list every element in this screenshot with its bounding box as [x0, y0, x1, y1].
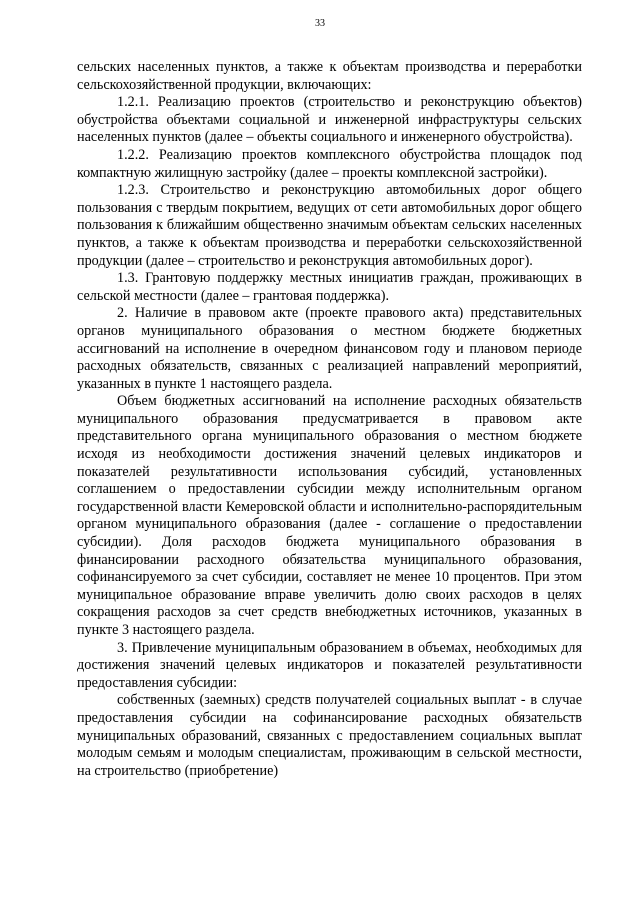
paragraph-own-funds: собственных (заемных) средств получателей социальных выплат - в случае предоставления субсидии на софинансирование расходных обязательств муниципальных образований, связанных с предоставлением социальных выплат молодым семьям и молодым специалистам, проживающим в сельской местности, на строительство (приобретение) — [77, 692, 582, 779]
paragraph-1-2-1: 1.2.1. Реализацию проектов (строительство и реконструкцию объектов) обустройства объектами социальной и инженерной инфраструктуры сельских населенных пунктов (далее – объекты социального и инженерного обустройства). — [77, 94, 582, 146]
paragraph-1-2-3: 1.2.3. Строительство и реконструкцию автомобильных дорог общего пользования с твердым покрытием, ведущих от сети автомобильных дорог общего пользования к ближайшим общественно значимым объектам сельских населенных пунктов, а также к объектам производства и переработки сельскохозяйственной продукции (далее – строительство и реконструкция автомобильных дорог). — [77, 182, 582, 269]
body-text — [77, 59, 582, 780]
paragraph-continuation: сельских населенных пунктов, а также к объектам производства и переработки сельскохозяйственной продукции, включающих: — [77, 59, 582, 93]
page-number: 33 — [315, 18, 325, 29]
paragraph-1-3: 1.3. Грантовую поддержку местных инициатив граждан, проживающих в сельской местности (далее – грантовая поддержка). — [77, 270, 582, 304]
paragraph-budget-volume: Объем бюджетных ассигнований на исполнение расходных обязательств муниципального образования предусматривается в правовом акте представительного органа муниципального образования о местном бюджете исходя из необходимости достижения значений целевых индикаторов и показателей результативности использования субсидий, установленных соглашением о предоставлении субсидии между исполнительным органом государственной власти Кемеровской области и исполнительно-распорядительным органом муниципального образования (далее - соглашение о предоставлении субсидии). Доля расходов бюджета муниципального образования в финансировании расходного обязательства муниципального образования, софинансируемого за счет субсидии, составляет не менее 10 процентов. При этом муниципальное образование вправе увеличить долю своих расходов в целях сокращения расходов за счет средств внебюджетных источников, указанных в пункте 3 настоящего раздела. — [77, 393, 582, 638]
paragraph-1-2-2: 1.2.2. Реализацию проектов комплексного обустройства площадок под компактную жилищную застройку (далее – проекты комплексной застройки). — [77, 146, 582, 181]
paragraph-2: 2. Наличие в правовом акте (проекте правового акта) представительных органов муниципального образования о местном бюджете бюджетных ассигнований на исполнение в очередном финансовом году и плановом периоде расходных обязательств, связанных с реализацией направлений мероприятий, указанных в пункте 1 настоящего раздела. — [77, 305, 582, 392]
paragraph-3: 3. Привлечение муниципальным образованием в объемах, необходимых для достижения значений целевых индикаторов и показателей результативности предоставления субсидии: — [77, 639, 582, 691]
